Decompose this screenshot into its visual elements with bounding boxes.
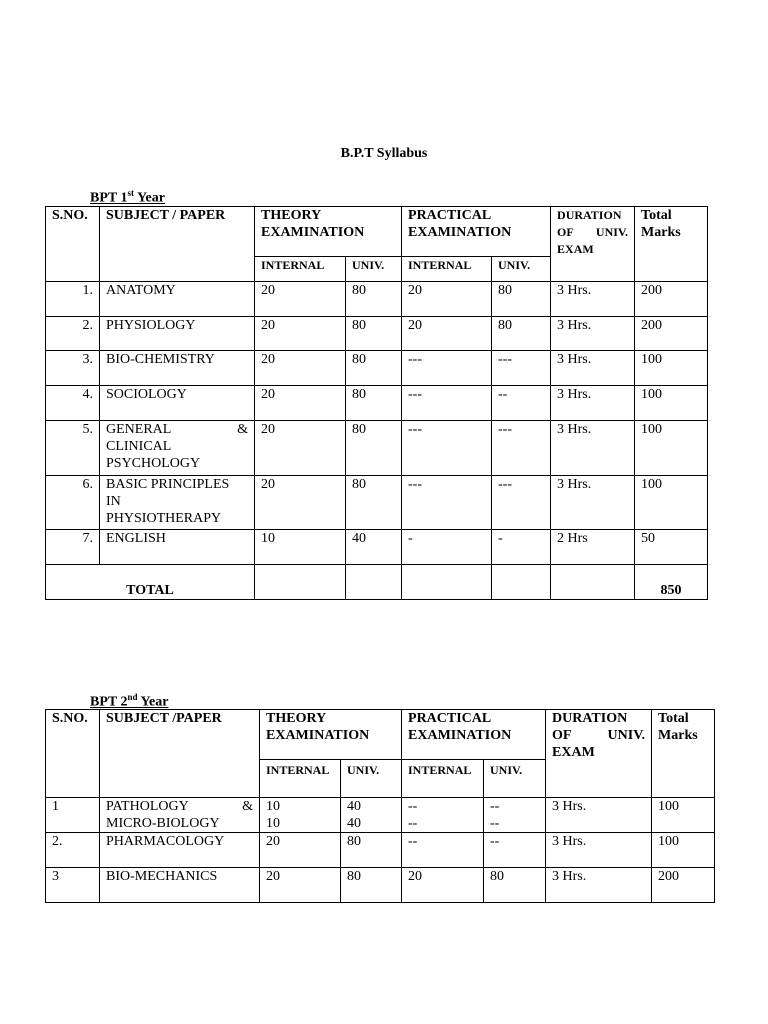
document-title: B.P.T Syllabus <box>340 146 428 161</box>
cell-practical-univ: -- -- <box>484 798 546 833</box>
cell-theory-univ: 40 40 <box>341 798 402 833</box>
cell-total: 50 <box>635 530 708 565</box>
year1-header-practical-internal: INTERNAL <box>402 257 492 282</box>
cell-total: 100 <box>635 421 708 476</box>
year2-header-theory-univ: UNIV. <box>341 760 402 798</box>
cell-subject: SOCIOLOGY <box>100 386 255 421</box>
cell-theory-univ: 40 <box>346 530 402 565</box>
year1-header-practical-univ: UNIV. <box>492 257 551 282</box>
year2-header-subject: SUBJECT /PAPER <box>100 710 260 798</box>
cell-practical-univ: - <box>492 530 551 565</box>
cell-sno: 1. <box>46 282 100 317</box>
cell-duration: 2 Hrs <box>551 530 635 565</box>
cell-duration: 3 Hrs. <box>551 476 635 530</box>
year1-total-value: 850 <box>635 565 708 600</box>
cell-practical-internal: -- -- <box>402 798 484 833</box>
year1-total-label: TOTAL <box>46 565 255 600</box>
table-row <box>46 386 708 421</box>
cell-subject: BIO-MECHANICS <box>100 868 260 903</box>
cell-duration: 3 Hrs. <box>546 833 652 868</box>
cell-practical-internal: -- <box>402 833 484 868</box>
cell-sno: 1 <box>46 798 100 833</box>
cell-subject: BASIC PRINCIPLES IN PHYSIOTHERAPY <box>100 476 255 530</box>
cell-theory-internal: 20 <box>255 282 346 317</box>
year1-header-subject: SUBJECT / PAPER <box>100 207 255 282</box>
year1-header-duration: DURATION OF UNIV. EXAM <box>551 207 635 282</box>
cell-practical-internal: --- <box>402 421 492 476</box>
cell-total: 200 <box>652 868 715 903</box>
cell-practical-univ: --- <box>492 421 551 476</box>
cell-practical-internal: 20 <box>402 282 492 317</box>
cell-subject: ENGLISH <box>100 530 255 565</box>
cell-theory-internal: 20 <box>255 351 346 386</box>
cell-theory-univ: 80 <box>346 476 402 530</box>
year2-header-practical: PRACTICAL EXAMINATION <box>402 710 546 760</box>
cell-theory-internal: 10 10 <box>260 798 341 833</box>
cell-subject: PHARMACOLOGY <box>100 833 260 868</box>
year1-syllabus-table <box>45 206 708 600</box>
table-row <box>46 868 715 903</box>
cell-sno: 3 <box>46 868 100 903</box>
cell-theory-internal: 20 <box>255 317 346 351</box>
year2-label: BPT 2nd Year <box>90 692 169 710</box>
cell-total: 100 <box>635 351 708 386</box>
cell-duration: 3 Hrs. <box>551 351 635 386</box>
cell-sno: 7. <box>46 530 100 565</box>
year2-header-duration: DURATION OF UNIV. EXAM <box>546 710 652 798</box>
cell-subject: PHYSIOLOGY <box>100 317 255 351</box>
cell-practical-univ: -- <box>484 833 546 868</box>
cell-total: 200 <box>635 317 708 351</box>
year2-header-practical-internal: INTERNAL <box>402 760 484 798</box>
cell-total: 100 <box>652 833 715 868</box>
cell-duration: 3 Hrs. <box>551 317 635 351</box>
cell-total: 200 <box>635 282 708 317</box>
year2-header-theory-internal: INTERNAL <box>260 760 341 798</box>
cell-duration: 3 Hrs. <box>551 421 635 476</box>
cell-theory-univ: 80 <box>346 351 402 386</box>
year1-header-practical: PRACTICAL EXAMINATION <box>402 207 551 257</box>
year1-header-sno: S.NO. <box>46 207 100 282</box>
cell-practical-internal: - <box>402 530 492 565</box>
cell-subject: GENERAL & CLINICAL PSYCHOLOGY <box>100 421 255 476</box>
cell-sno: 3. <box>46 351 100 386</box>
cell-practical-internal: 20 <box>402 868 484 903</box>
cell-practical-univ: --- <box>492 476 551 530</box>
year1-header-theory-univ: UNIV. <box>346 257 402 282</box>
cell-total: 100 <box>635 386 708 421</box>
cell-practical-univ: 80 <box>484 868 546 903</box>
cell-sno: 2. <box>46 317 100 351</box>
year2-header-sno: S.NO. <box>46 710 100 798</box>
cell-theory-univ: 80 <box>346 282 402 317</box>
cell-sno: 2. <box>46 833 100 868</box>
cell-practical-internal: 20 <box>402 317 492 351</box>
cell-sno: 5. <box>46 421 100 476</box>
year2-header-theory: THEORY EXAMINATION <box>260 710 402 760</box>
cell-theory-univ: 80 <box>346 386 402 421</box>
table-row <box>46 351 708 386</box>
cell-sno: 4. <box>46 386 100 421</box>
cell-subject: ANATOMY <box>100 282 255 317</box>
cell-theory-univ: 80 <box>341 833 402 868</box>
year2-syllabus-table <box>45 709 715 903</box>
cell-theory-internal: 20 <box>260 833 341 868</box>
cell-practical-univ: --- <box>492 351 551 386</box>
year1-total-row <box>46 565 708 600</box>
table-row <box>46 530 708 565</box>
cell-duration: 3 Hrs. <box>551 386 635 421</box>
cell-practical-univ: 80 <box>492 282 551 317</box>
cell-sno: 6. <box>46 476 100 530</box>
table-row <box>46 421 708 476</box>
cell-total: 100 <box>652 798 715 833</box>
cell-duration: 3 Hrs. <box>546 868 652 903</box>
cell-practical-univ: 80 <box>492 317 551 351</box>
cell-practical-internal: --- <box>402 476 492 530</box>
cell-theory-internal: 20 <box>260 868 341 903</box>
year2-header-practical-univ: UNIV. <box>484 760 546 798</box>
year1-header-theory-internal: INTERNAL <box>255 257 346 282</box>
cell-practical-internal: --- <box>402 386 492 421</box>
cell-total: 100 <box>635 476 708 530</box>
year1-header-total: Total Marks <box>635 207 708 282</box>
table-row <box>46 282 708 317</box>
cell-duration: 3 Hrs. <box>546 798 652 833</box>
cell-theory-internal: 10 <box>255 530 346 565</box>
year1-header-theory: THEORY EXAMINATION <box>255 207 402 257</box>
table-row <box>46 317 708 351</box>
table-row <box>46 476 708 530</box>
cell-practical-univ: -- <box>492 386 551 421</box>
year2-header-total: Total Marks <box>652 710 715 798</box>
cell-theory-internal: 20 <box>255 386 346 421</box>
table-row <box>46 798 715 833</box>
cell-subject: BIO-CHEMISTRY <box>100 351 255 386</box>
cell-theory-univ: 80 <box>346 317 402 351</box>
year1-label: BPT 1st Year <box>90 188 165 206</box>
cell-subject: PATHOLOGY & MICRO-BIOLOGY <box>100 798 260 833</box>
cell-duration: 3 Hrs. <box>551 282 635 317</box>
cell-theory-univ: 80 <box>341 868 402 903</box>
cell-theory-internal: 20 <box>255 421 346 476</box>
cell-theory-univ: 80 <box>346 421 402 476</box>
cell-practical-internal: --- <box>402 351 492 386</box>
table-row <box>46 833 715 868</box>
cell-theory-internal: 20 <box>255 476 346 530</box>
